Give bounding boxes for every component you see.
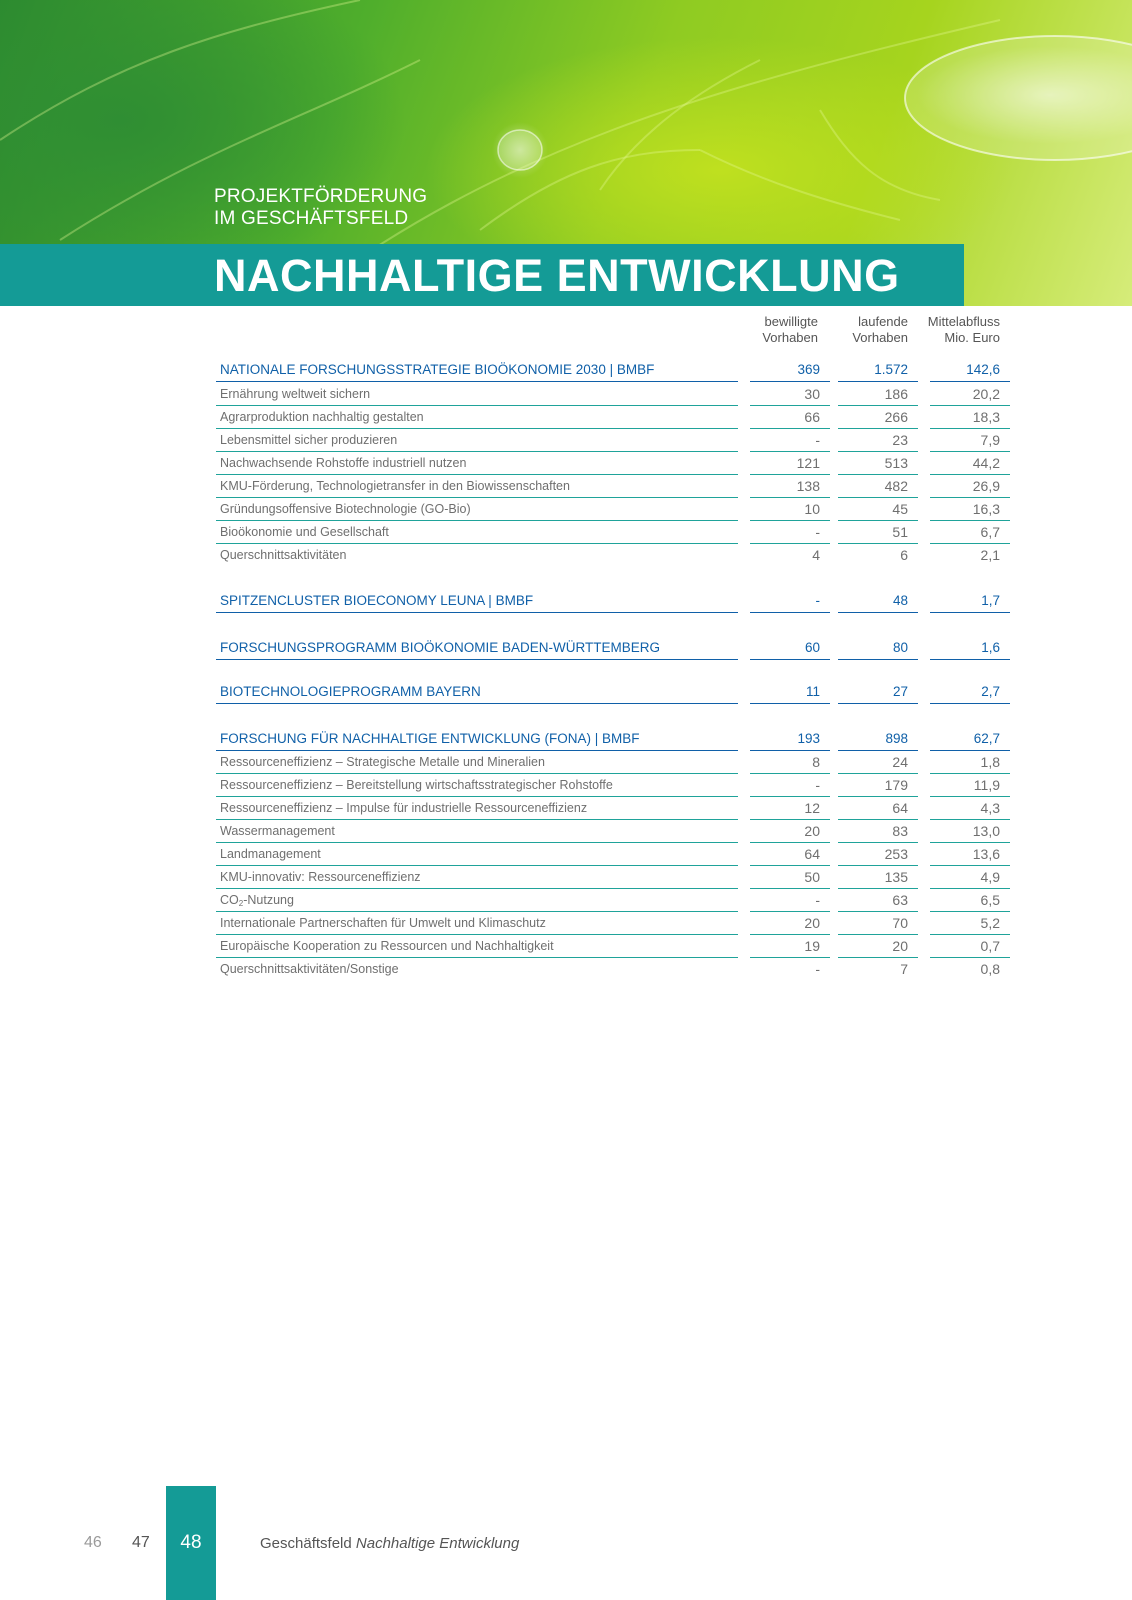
approved-count: 8 (750, 752, 830, 774)
row-label: FORSCHUNG FÜR NACHHALTIGE ENTWICKLUNG (FONA) | BMBF (216, 729, 738, 751)
table-row (216, 936, 1016, 960)
approved-count: 66 (750, 407, 830, 429)
funds-value: 4,9 (930, 867, 1010, 889)
running-count: 64 (838, 798, 918, 820)
row-label: Lebensmittel sicher produzieren (216, 430, 738, 452)
approved-count: 20 (750, 821, 830, 843)
funds-value: 13,6 (930, 844, 1010, 866)
page-footer (0, 1486, 1132, 1600)
table-section-row (216, 682, 1016, 706)
row-label: Landmanagement (216, 844, 738, 866)
row-label: Ernährung weltweit sichern (216, 384, 738, 406)
table-row (216, 821, 1016, 845)
funds-value: 44,2 (930, 453, 1010, 475)
row-label: Internationale Partnerschaften für Umwelt und Klimaschutz (216, 913, 738, 935)
running-count: 6 (900, 547, 908, 563)
row-label: Querschnittsaktivitäten (220, 548, 347, 562)
funds-value: 1,7 (930, 591, 1010, 613)
approved-count: 11 (750, 682, 830, 704)
table-row (216, 545, 1016, 569)
table-row (216, 775, 1016, 799)
table-row (216, 959, 1016, 983)
approved-count: - (750, 522, 830, 544)
row-label: NATIONALE FORSCHUNGSSTRATEGIE BIOÖKONOMIE 2030 | BMBF (216, 360, 738, 382)
row-label: Ressourceneffizienz – Strategische Metalle und Mineralien (216, 752, 738, 774)
running-count: 27 (838, 682, 918, 704)
approved-count: 369 (750, 360, 830, 382)
page-number-46[interactable]: 46 (84, 1534, 102, 1551)
running-count: 266 (838, 407, 918, 429)
table-row (216, 476, 1016, 500)
approved-count: 60 (750, 638, 830, 660)
running-count: 20 (838, 936, 918, 958)
funds-value: 142,6 (930, 360, 1010, 382)
funds-value: 20,2 (930, 384, 1010, 406)
approved-count: 30 (750, 384, 830, 406)
page-title: NACHHALTIGE ENTWICKLUNG (214, 250, 900, 301)
funds-value: 11,9 (930, 775, 1010, 797)
running-count: 80 (838, 638, 918, 660)
row-label: Gründungsoffensive Biotechnologie (GO-Bio) (216, 499, 738, 521)
table-row (216, 752, 1016, 776)
running-count: 83 (838, 821, 918, 843)
funds-value: 5,2 (930, 913, 1010, 935)
running-count: 135 (838, 867, 918, 889)
table-row (216, 499, 1016, 523)
row-label: Ressourceneffizienz – Bereitstellung wirtschaftsstrategischer Rohstoffe (216, 775, 738, 797)
running-count: 253 (838, 844, 918, 866)
table-row (216, 798, 1016, 822)
table-section-row (216, 729, 1016, 753)
approved-count: - (815, 961, 820, 977)
running-count: 1.572 (838, 360, 918, 382)
running-count: 45 (838, 499, 918, 521)
running-count: 51 (838, 522, 918, 544)
running-count: 7 (900, 961, 908, 977)
approved-count: 4 (812, 547, 820, 563)
row-label: FORSCHUNGSPROGRAMM BIOÖKONOMIE BADEN-WÜRTTEMBERG (216, 638, 738, 660)
table-section-row (216, 591, 1016, 615)
row-label: Ressourceneffizienz – Impulse für industrielle Ressourceneffizienz (216, 798, 738, 820)
row-label: SPITZENCLUSTER BIOECONOMY LEUNA | BMBF (216, 591, 738, 613)
page-kicker (214, 186, 427, 230)
approved-count: 10 (750, 499, 830, 521)
running-count: 48 (838, 591, 918, 613)
row-label: KMU-Förderung, Technologietransfer in den Biowissenschaften (216, 476, 738, 498)
funds-value: 6,7 (930, 522, 1010, 544)
running-count: 70 (838, 913, 918, 935)
running-count: 186 (838, 384, 918, 406)
table-row (216, 430, 1016, 454)
column-header-funds: Mittelabfluss Mio. Euro (927, 314, 1000, 345)
funds-value: 2,7 (930, 682, 1010, 704)
running-count: 23 (838, 430, 918, 452)
running-count: 482 (838, 476, 918, 498)
approved-count: 138 (750, 476, 830, 498)
kicker-line-2: IM GESCHÄFTSFELD (214, 208, 409, 229)
table-row (216, 844, 1016, 868)
footer-section-label: Geschäftsfeld Nachhaltige Entwicklung (260, 1535, 520, 1552)
approved-count: 19 (750, 936, 830, 958)
table-row (216, 453, 1016, 477)
funds-value: 1,8 (930, 752, 1010, 774)
funds-value: 7,9 (930, 430, 1010, 452)
funds-value: 18,3 (930, 407, 1010, 429)
funds-value: 4,3 (930, 798, 1010, 820)
running-count: 513 (838, 453, 918, 475)
running-count: 179 (838, 775, 918, 797)
row-label: Bioökonomie und Gesellschaft (216, 522, 738, 544)
approved-count: 12 (750, 798, 830, 820)
kicker-line-1: PROJEKTFÖRDERUNG (214, 186, 428, 207)
table-row (216, 407, 1016, 431)
table-row (216, 522, 1016, 546)
table-row (216, 890, 1016, 914)
approved-count: 64 (750, 844, 830, 866)
funds-value: 6,5 (930, 890, 1010, 912)
funds-value: 16,3 (930, 499, 1010, 521)
table-row (216, 384, 1016, 408)
approved-count: 50 (750, 867, 830, 889)
approved-count: - (750, 775, 830, 797)
row-label: Querschnittsaktivitäten/Sonstige (220, 962, 399, 976)
page-number-48: 48 (180, 1532, 202, 1553)
running-count: 24 (838, 752, 918, 774)
funds-value: 0,8 (980, 961, 1000, 977)
funds-value: 62,7 (930, 729, 1010, 751)
running-count: 63 (838, 890, 918, 912)
table-section-row (216, 638, 1016, 662)
row-label: Europäische Kooperation zu Ressourcen und Nachhaltigkeit (216, 936, 738, 958)
row-label: Nachwachsende Rohstoffe industriell nutzen (216, 453, 738, 475)
column-header-running: laufende Vorhaben (852, 314, 908, 345)
approved-count: - (750, 591, 830, 613)
table-row (216, 913, 1016, 937)
approved-count: - (750, 890, 830, 912)
header-banner (0, 0, 1132, 306)
column-header-approved: bewilligte Vorhaben (762, 314, 818, 345)
funds-value: 2,1 (980, 547, 1000, 563)
page-number-47[interactable]: 47 (132, 1534, 150, 1551)
approved-count: 20 (750, 913, 830, 935)
approved-count: 193 (750, 729, 830, 751)
funds-value: 26,9 (930, 476, 1010, 498)
row-label: BIOTECHNOLOGIEPROGRAMM BAYERN (216, 682, 738, 704)
funds-value: 13,0 (930, 821, 1010, 843)
running-count: 898 (838, 729, 918, 751)
row-label: Agrarproduktion nachhaltig gestalten (216, 407, 738, 429)
approved-count: - (750, 430, 830, 452)
table-section-row (216, 360, 1016, 384)
funds-value: 0,7 (930, 936, 1010, 958)
funds-value: 1,6 (930, 638, 1010, 660)
row-label: KMU-innovativ: Ressourceneffizienz (216, 867, 738, 889)
approved-count: 121 (750, 453, 830, 475)
table-row (216, 867, 1016, 891)
row-label: $CO_2$-Nutzung (216, 890, 738, 912)
row-label: Wassermanagement (216, 821, 738, 843)
